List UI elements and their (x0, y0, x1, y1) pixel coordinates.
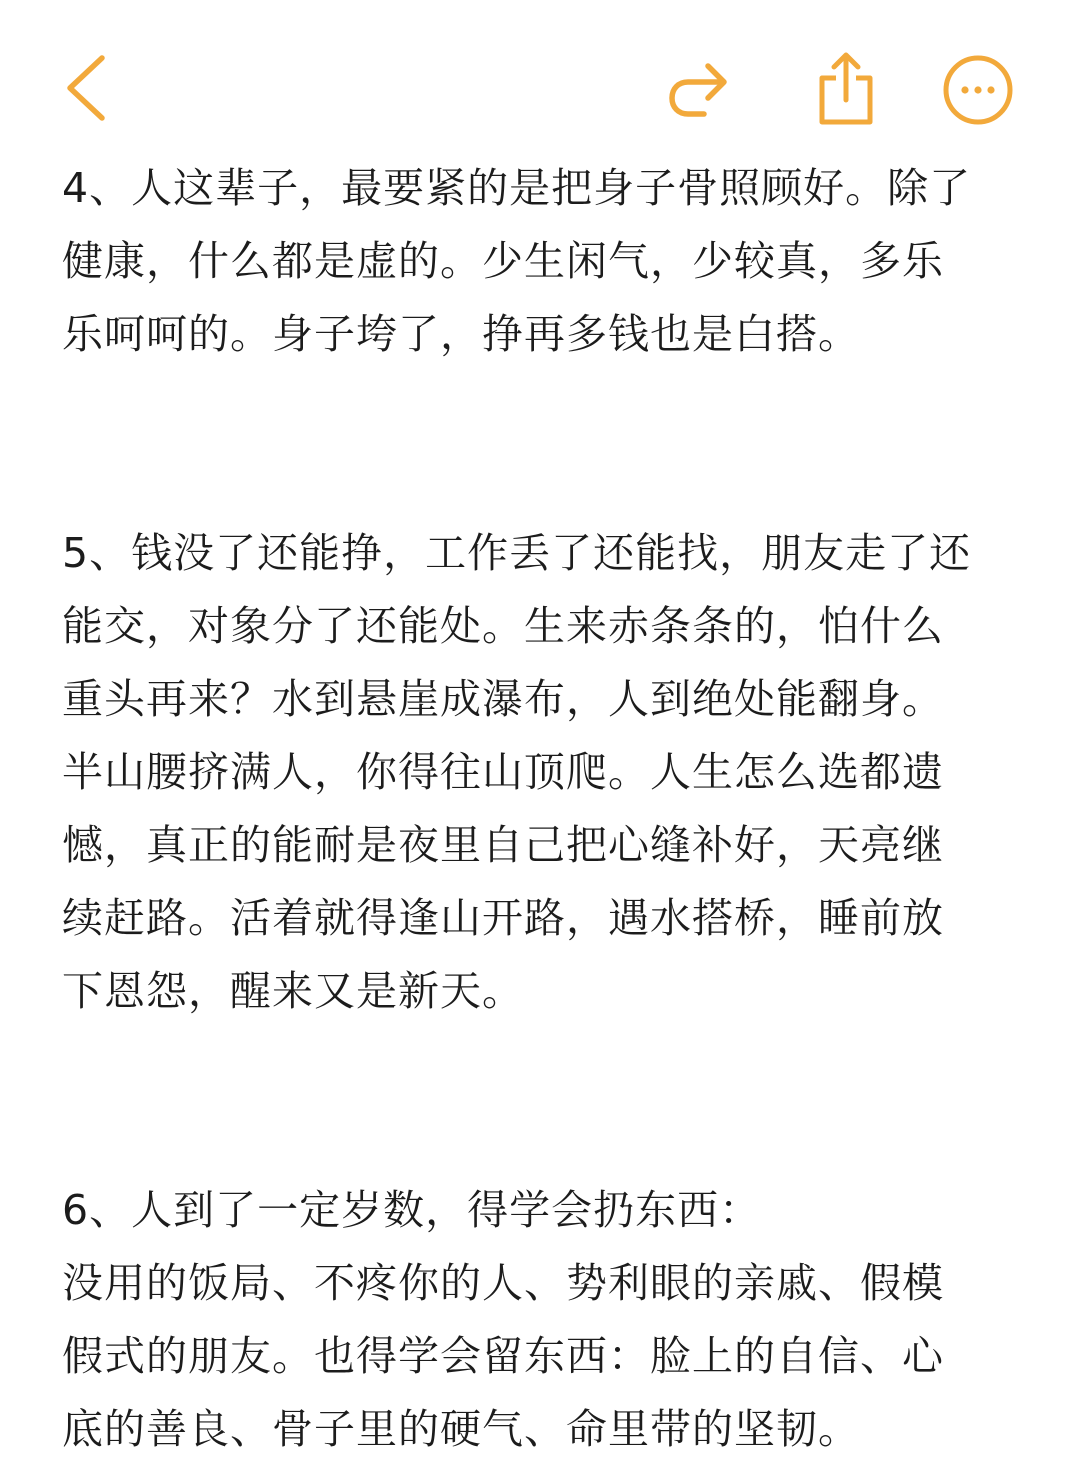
note-line: 健康，什么都是虚的。少生闲气，少较真，多乐 (62, 237, 944, 285)
note-line: 半山腰挤满人，你得往山顶爬。人生怎么选都遗 (62, 748, 944, 796)
note-line: 底的善良、骨子里的硬气、命里带的坚韧。 (62, 1405, 860, 1453)
note-paragraph-5 (62, 517, 1012, 1028)
paragraph-gap (62, 444, 1012, 517)
note-line: 没用的饭局、不疼你的人、势利眼的亲戚、假模 (62, 1259, 944, 1307)
paragraph-gap (62, 1028, 1012, 1101)
note-line: 下恩怨，醒来又是新天。 (62, 967, 524, 1015)
back-button[interactable] (58, 52, 114, 124)
more-circle-icon (942, 54, 1014, 126)
paragraph-gap (62, 1101, 1012, 1174)
note-line: 憾，真正的能耐是夜里自己把心缝补好，天亮继 (62, 821, 944, 869)
redo-button[interactable] (666, 56, 732, 120)
note-line: 续赶路。活着就得逢山开路，遇水搭桥，睡前放 (62, 894, 944, 942)
note-line: 4、人这辈子，最要紧的是把身子骨照顾好。除了 (62, 164, 972, 212)
note-line: 能交，对象分了还能处。生来赤条条的，怕什么 (62, 602, 944, 650)
share-icon (814, 50, 878, 126)
note-line: 重头再来？水到悬崖成瀑布，人到绝处能翻身。 (62, 675, 944, 723)
paragraph-gap (62, 371, 1012, 444)
note-line: 乐呵呵的。身子垮了，挣再多钱也是白搭。 (62, 310, 860, 358)
chevron-left-icon (58, 52, 114, 124)
share-button[interactable] (814, 50, 878, 126)
note-paragraph-4 (62, 152, 1012, 371)
note-body[interactable] (62, 152, 1012, 1466)
more-button[interactable] (942, 54, 1014, 126)
note-toolbar (0, 0, 1080, 150)
note-paragraph-6 (62, 1174, 1012, 1466)
note-line: 6、人到了一定岁数，得学会扔东西： (62, 1186, 762, 1234)
redo-arrow-icon (666, 56, 732, 120)
note-line: 5、钱没了还能挣，工作丢了还能找，朋友走了还 (62, 529, 972, 577)
note-line: 假式的朋友。也得学会留东西：脸上的自信、心 (62, 1332, 944, 1380)
